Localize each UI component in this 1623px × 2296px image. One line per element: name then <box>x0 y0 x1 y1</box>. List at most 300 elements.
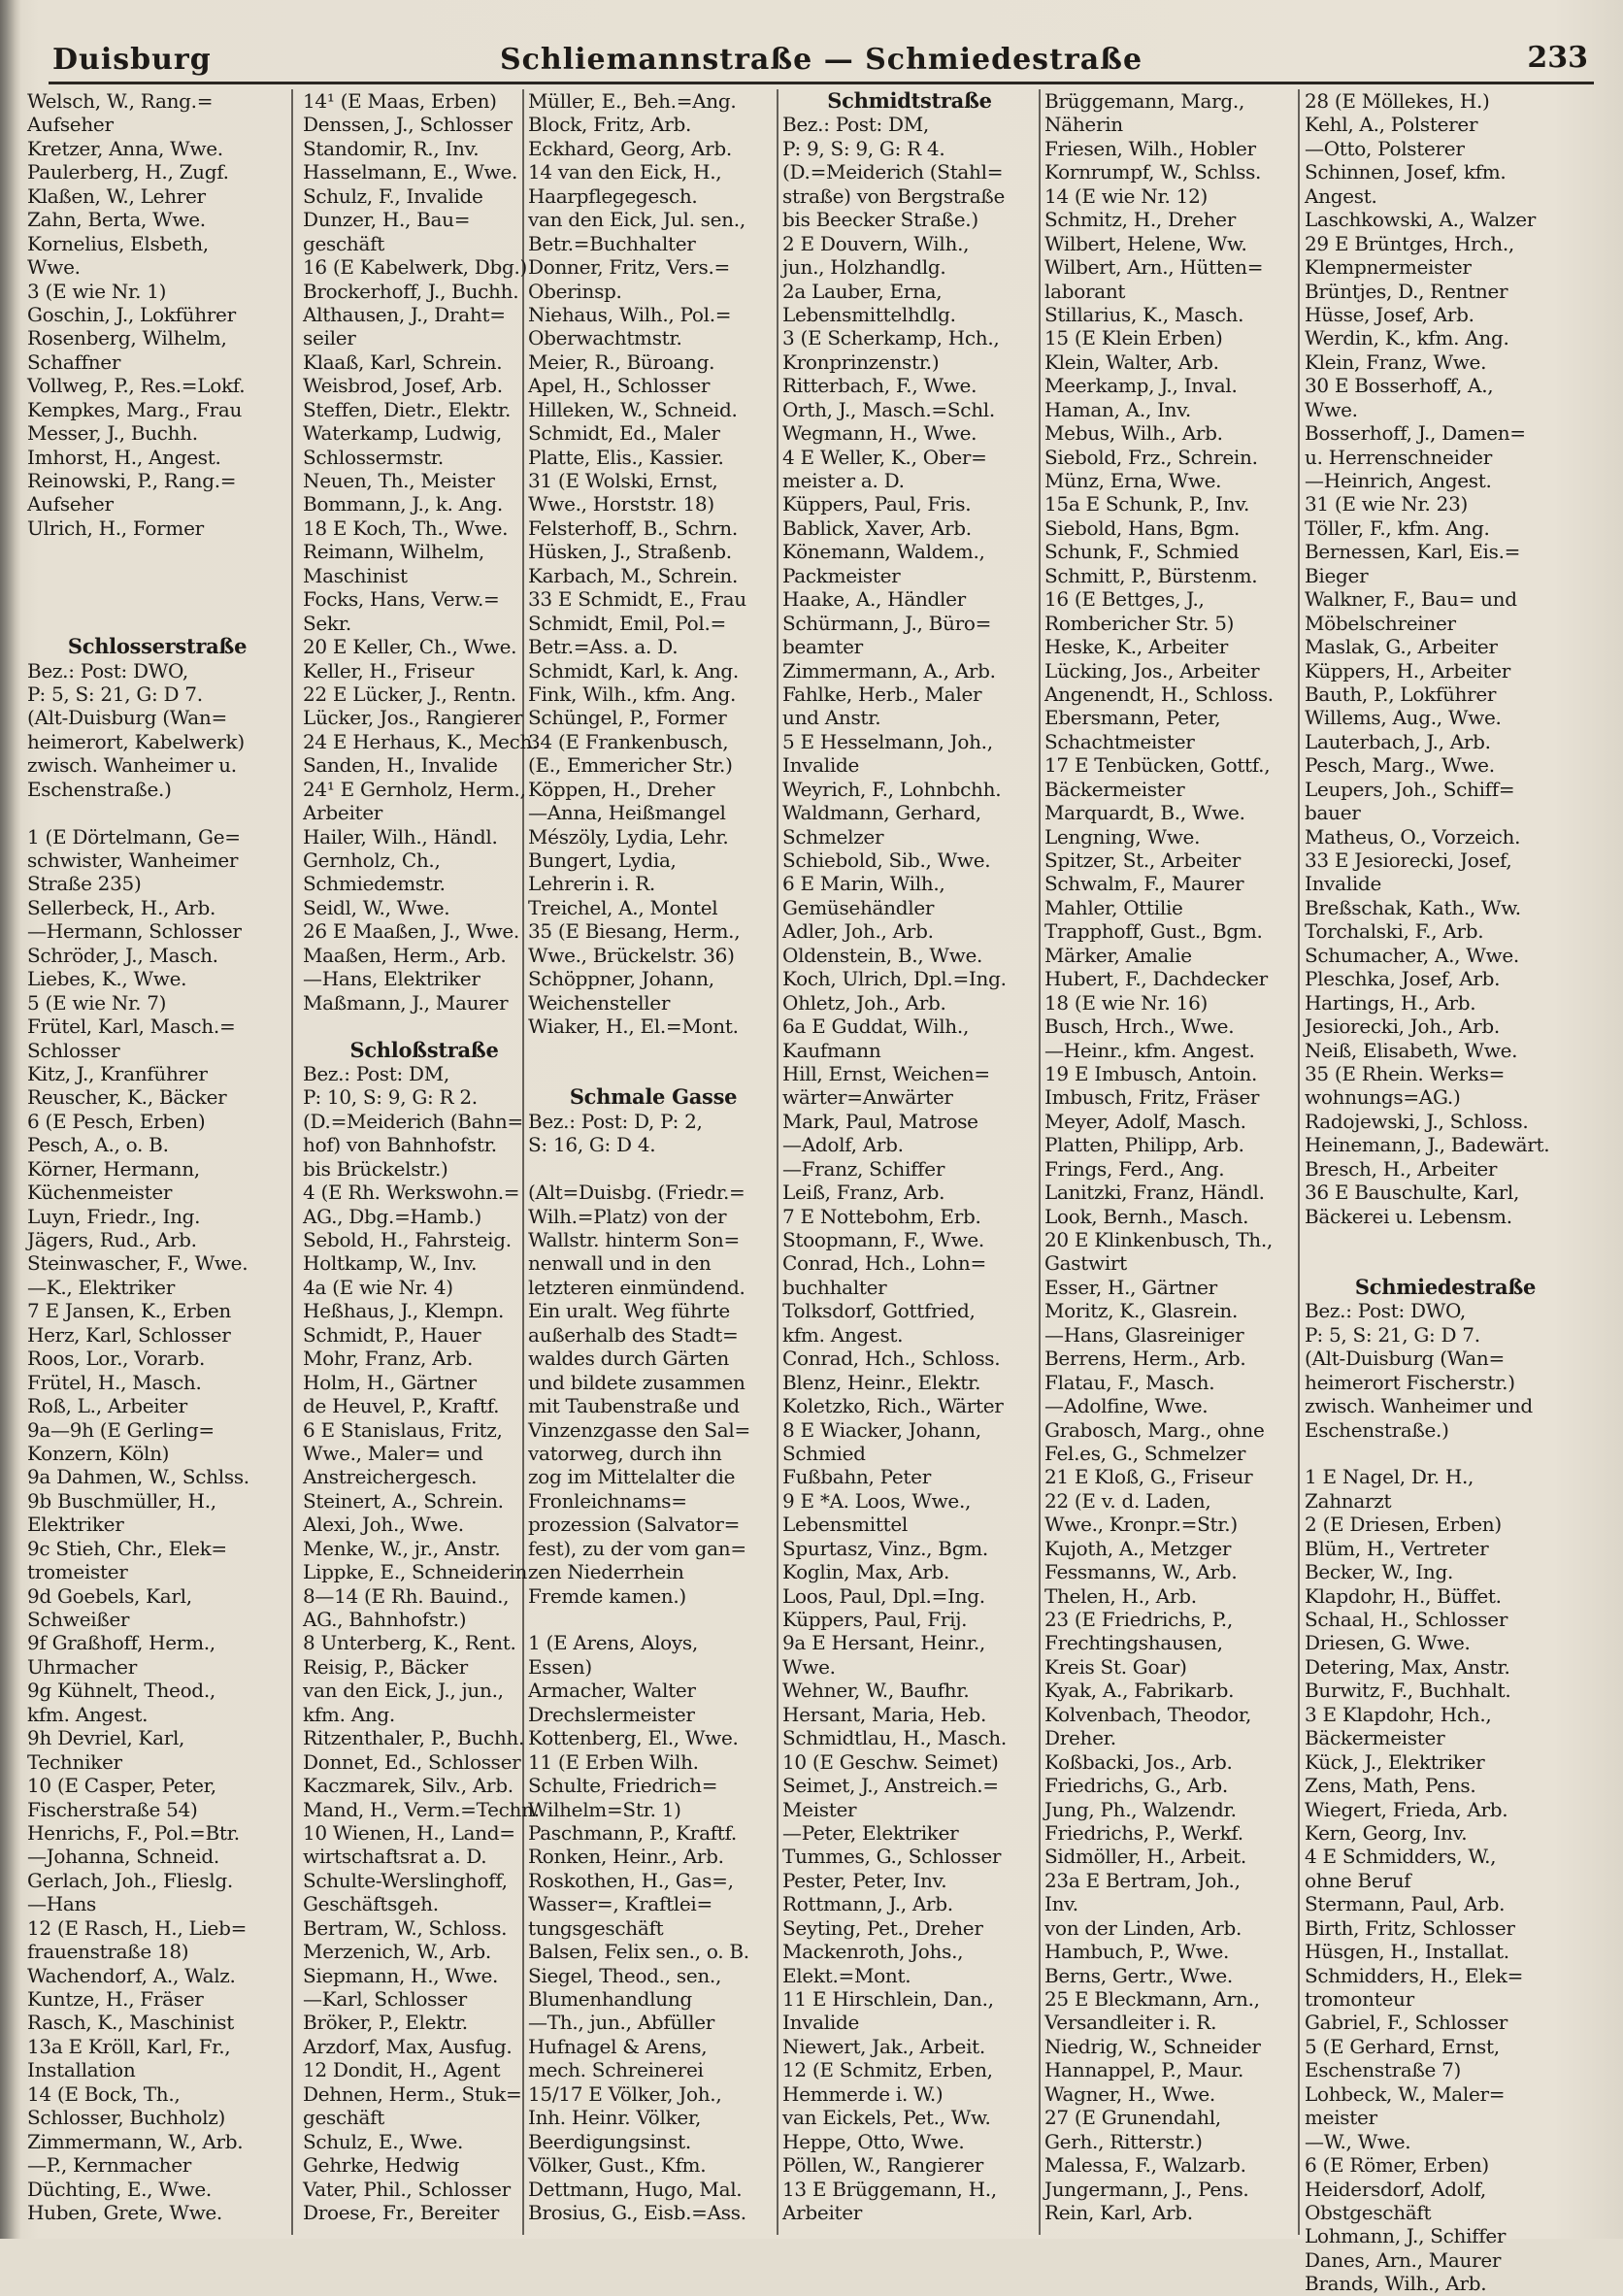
directory-entry-line: 6 (E Römer, Erben) <box>1305 2153 1489 2178</box>
directory-entry-line: Platte, Elis., Kassier. <box>528 445 724 469</box>
directory-entry-line: Heidersdorf, Adolf, <box>1305 2177 1486 2201</box>
directory-entry-line: Gerh., Ritterstr.) <box>1044 2129 1203 2153</box>
directory-entry-line: Look, Bernh., Masch. <box>1044 1204 1249 1228</box>
directory-entry-line: Fußbahn, Peter <box>782 1465 931 1489</box>
directory-entry-line: Rein, Karl, Arb. <box>1044 2200 1193 2224</box>
directory-entry-line: vatorweg, durch ihn <box>528 1441 722 1465</box>
directory-entry-line: 15 (E Klein Erben) <box>1044 326 1223 350</box>
directory-entry-line: Bungert, Lydia, <box>528 849 677 872</box>
directory-entry-line: Pleschka, Josef, Arb. <box>1305 967 1501 991</box>
directory-entry-line: Waterkamp, Ludwig, <box>303 421 502 446</box>
directory-entry-line: Meier, R., Büroang. <box>528 349 715 374</box>
directory-entry-line: Focks, Hans, Verw.= <box>303 587 500 612</box>
directory-entry-line: Schweißer <box>27 1608 130 1631</box>
directory-entry-line: Arbeiter <box>782 2200 863 2224</box>
directory-entry-line: Stoopmann, F., Wwe. <box>782 1228 984 1251</box>
directory-entry-line: 6 E Marin, Wilh., <box>782 872 945 896</box>
directory-entry-line: 9 E *A. Loos, Wwe., <box>782 1488 972 1513</box>
directory-entry-line: Paulerberg, H., Zugf. <box>27 160 229 184</box>
directory-entry-line: Liebes, K., Wwe. <box>27 967 187 991</box>
directory-column-2 <box>303 89 546 2235</box>
directory-entry-line: Bosserhoff, J., Damen= <box>1305 421 1526 446</box>
directory-entry-line: 7 E Jansen, K., Erben <box>27 1299 231 1323</box>
directory-entry-line: Küppers, Paul, Fris. <box>782 492 972 516</box>
directory-entry-line: Pesch, Marg., Wwe. <box>1305 753 1495 778</box>
directory-entry-line: Brands, Wilh., Arb. <box>1305 2272 1487 2296</box>
directory-entry-line: Bertram, W., Schloss. <box>303 1915 508 1940</box>
directory-entry-line: Münz, Erna, Wwe. <box>1044 469 1222 492</box>
directory-entry-line: —Heinr., kfm. Angest. <box>1044 1038 1255 1062</box>
directory-entry-line: Installation <box>27 2058 136 2082</box>
directory-entry-line: 20 E Keller, Ch., Wwe. <box>303 635 517 659</box>
directory-entry-line: 2 E Douvern, Wilh., <box>782 231 970 255</box>
directory-entry-line: 27 (E Grunendahl, <box>1044 2106 1221 2130</box>
directory-entry-line: Hufnagel & Arens, <box>528 2034 708 2058</box>
directory-entry-line: Ronken, Heinr., Arb. <box>528 1845 724 1869</box>
directory-entry-line: —Johanna, Schneid. <box>27 1845 219 1869</box>
directory-entry-line: Hambuch, P., Wwe. <box>1044 1940 1230 1964</box>
directory-entry-line: Bez.: Post: DWO, <box>27 658 188 682</box>
directory-entry-line: 10 (E Geschw. Seimet) <box>782 1749 999 1774</box>
directory-entry-line: Henrichs, F., Pol.=Btr. <box>27 1820 240 1845</box>
directory-entry-line: Block, Fritz, Arb. <box>528 113 692 137</box>
directory-entry-line: Seyting, Pet., Dreher <box>782 1915 983 1940</box>
blank-line <box>528 1062 778 1085</box>
directory-entry-line: Straße 235) <box>27 872 142 896</box>
directory-entry-line: —Karl, Schlosser <box>303 1987 467 2011</box>
directory-entry-line: Malessa, F., Walzarb. <box>1044 2153 1246 2178</box>
directory-entry-line: Armacher, Walter <box>528 1679 696 1703</box>
directory-entry-line: Steffen, Dietr., Elektr. <box>303 397 512 421</box>
directory-entry-line: geschäft <box>303 2106 384 2130</box>
directory-entry-line: Bez.: Post: DWO, <box>1305 1299 1466 1323</box>
directory-entry-line: Schöppner, Johann, <box>528 967 714 991</box>
directory-entry-line: Klein, Walter, Arb. <box>1044 349 1219 374</box>
directory-entry-line: zwisch. Wanheimer und <box>1305 1394 1533 1418</box>
directory-entry-line: Inh. Heinr. Völker, <box>528 2106 702 2130</box>
directory-entry-line: prozession (Salvator= <box>528 1513 741 1537</box>
directory-entry-line: 29 E Brüntges, Hrch., <box>1305 231 1514 255</box>
directory-entry-line: 9a E Hersant, Heinr., <box>782 1631 985 1655</box>
directory-entry-line: 6 (E Pesch, Erben) <box>27 1109 206 1133</box>
directory-entry-line: Klein, Franz, Wwe. <box>1305 349 1487 374</box>
directory-entry-line: letzteren einmündend. <box>528 1275 745 1299</box>
directory-entry-line: tungsgeschäft <box>528 1915 664 1940</box>
directory-entry-line: Rasch, K., Maschinist <box>27 2011 234 2035</box>
directory-entry-line: Könemann, Waldem., <box>782 540 985 564</box>
directory-entry-line: Burwitz, F., Buchhalt. <box>1305 1679 1511 1703</box>
directory-entry-line: Oberwachtmstr. <box>528 326 682 350</box>
directory-entry-line: Näherin <box>1044 113 1123 137</box>
directory-entry-line: Breßschak, Kath., Ww. <box>1305 895 1521 919</box>
directory-column-3 <box>528 89 778 2235</box>
directory-entry-line: Möbelschreiner <box>1305 611 1456 635</box>
directory-entry-line: Gabriel, F., Schlosser <box>1305 2011 1507 2035</box>
directory-entry-line: Herz, Karl, Schlosser <box>27 1322 231 1347</box>
directory-entry-line: Dunzer, H., Bau= <box>303 208 471 232</box>
directory-entry-line: (Alt-Duisburg (Wan= <box>1305 1347 1505 1371</box>
directory-entry-line: Schmitt, P., Bürstenm. <box>1044 563 1258 587</box>
directory-entry-line: 30 E Bosserhoff, A., <box>1305 374 1494 398</box>
directory-entry-line: —Hans, Elektriker <box>303 967 480 991</box>
directory-entry-line: AG., Bahnhofstr.) <box>303 1608 467 1631</box>
directory-entry-line: bis Brückelstr.) <box>303 1156 448 1181</box>
directory-entry-line: Reuscher, K., Bäcker <box>27 1085 227 1110</box>
directory-entry-line: Frings, Ferd., Ang. <box>1044 1156 1225 1181</box>
directory-entry-line: —W., Wwe. <box>1305 2129 1411 2153</box>
directory-entry-line: Blumenhandlung <box>528 1987 692 2011</box>
directory-entry-line: Esser, H., Gärtner <box>1044 1275 1217 1299</box>
directory-entry-line: Leupers, Joh., Schiff= <box>1305 777 1515 801</box>
directory-entry-line: Weichensteller <box>528 990 671 1015</box>
directory-entry-line: Gemüsehändler <box>782 895 935 919</box>
directory-entry-line: Fink, Wilh., kfm. Ang. <box>528 682 737 706</box>
directory-entry-line: Reisig, P., Bäcker <box>303 1654 468 1679</box>
directory-entry-line: Dehnen, Herm., Stuk= <box>303 2081 522 2106</box>
directory-entry-line: 1 E Nagel, Dr. H., <box>1305 1465 1474 1489</box>
directory-entry-line: Schlossermstr. <box>303 445 444 469</box>
directory-entry-line: —Hans, Glasreiniger <box>1044 1322 1244 1347</box>
directory-entry-line: Schinnen, Josef, kfm. <box>1305 160 1507 184</box>
directory-entry-line: 3 (E wie Nr. 1) <box>27 279 167 303</box>
directory-entry-line: Niewert, Jak., Arbeit. <box>782 2034 985 2058</box>
directory-entry-line: Schulte-Werslinghoff, <box>303 1868 508 1892</box>
directory-entry-line: 33 E Schmidt, E., Frau <box>528 587 746 612</box>
directory-entry-line: 9f Graßhoff, Herm., <box>27 1631 215 1655</box>
directory-entry-line: Schulz, F., Invalide <box>303 183 483 208</box>
directory-entry-line: Treichel, A., Montel <box>528 895 718 919</box>
directory-entry-line: Klapdohr, H., Büffet. <box>1305 1583 1502 1608</box>
directory-entry-line: Jung, Ph., Walzendr. <box>1044 1797 1237 1821</box>
directory-entry-line: Bieger <box>1305 563 1369 587</box>
directory-entry-line: Conrad, Hch., Schloss. <box>782 1347 1001 1371</box>
directory-entry-line: de Heuvel, P., Kraftf. <box>303 1394 500 1418</box>
directory-entry-line: 9d Goebels, Karl, <box>27 1583 192 1608</box>
directory-entry-line: Spurtasz, Vinz., Bgm. <box>782 1536 988 1560</box>
blank-line <box>27 612 287 635</box>
directory-entry-line: Goschin, J., Lokführer <box>27 302 236 326</box>
directory-entry-line: Frütel, H., Masch. <box>27 1370 202 1394</box>
directory-entry-line: Kornrumpf, W., Schlss. <box>1044 160 1262 184</box>
directory-entry-line: Fischerstraße 54) <box>27 1797 198 1821</box>
directory-entry-line: Reimann, Wilhelm, <box>303 540 484 564</box>
directory-entry-line: 16 (E Bettges, J., <box>1044 587 1205 612</box>
directory-entry-line: Wehner, W., Baufhr. <box>782 1679 970 1703</box>
directory-entry-line: Fessmanns, W., Arb. <box>1044 1560 1238 1584</box>
directory-entry-line: Schiebold, Sib., Wwe. <box>782 849 991 872</box>
directory-entry-line: Eschenstraße.) <box>1305 1417 1449 1442</box>
directory-entry-line: Brüggemann, Marg., <box>1044 89 1245 113</box>
directory-entry-line: 5 (E Gerhard, Ernst, <box>1305 2034 1500 2058</box>
directory-entry-line: Elektriker <box>27 1513 124 1537</box>
directory-entry-line: Schmidders, H., Elek= <box>1305 1963 1524 1987</box>
directory-entry-line: Welsch, W., Rang.= <box>27 89 214 113</box>
directory-entry-line: Maslak, G., Arbeiter <box>1305 635 1498 659</box>
directory-entry-line: Bäckerei u. Lebensm. <box>1305 1204 1512 1228</box>
directory-entry-line: Rottmann, J., Arb. <box>782 1892 953 1916</box>
directory-entry-line: 20 E Klinkenbusch, Th., <box>1044 1228 1273 1251</box>
directory-entry-line: 14 van den Eick, H., <box>528 160 722 184</box>
directory-entry-line: Rombericher Str. 5) <box>1044 611 1235 635</box>
directory-entry-line: Steinwascher, F., Wwe. <box>27 1251 248 1276</box>
directory-entry-line: AG., Dbg.=Hamb.) <box>303 1204 482 1228</box>
directory-entry-line: 21 E Kloß, G., Friseur <box>1044 1465 1253 1489</box>
directory-entry-line: mech. Schreinerei <box>528 2058 704 2082</box>
blank-line <box>303 1015 546 1038</box>
directory-entry-line: Kück, J., Elektriker <box>1305 1749 1485 1774</box>
directory-entry-line: Düchting, E., Wwe. <box>27 2177 212 2201</box>
directory-entry-line: Meister <box>782 1797 857 1821</box>
directory-entry-line: Packmeister <box>782 563 901 587</box>
directory-entry-line: Wagner, H., Wwe. <box>1044 2081 1215 2106</box>
directory-entry-line: —Hermann, Schlosser <box>27 919 242 944</box>
directory-entry-line: Conrad, Hch., Lohn= <box>782 1251 986 1276</box>
directory-entry-line: Busch, Hrch., Wwe. <box>1044 1015 1235 1039</box>
directory-entry-line: Zahnarzt <box>1305 1488 1392 1513</box>
directory-entry-line: meister <box>1305 2106 1377 2130</box>
directory-entry-line: Wilh.=Platz) von der <box>528 1204 727 1228</box>
directory-entry-line: Laschkowski, A., Walzer <box>1305 208 1537 232</box>
directory-entry-line: 11 E Hirschlein, Dan., <box>782 1987 994 2011</box>
directory-entry-line: Roos, Lor., Vorarb. <box>27 1347 206 1371</box>
directory-entry-line: Bablick, Xaver, Arb. <box>782 516 972 540</box>
directory-entry-line: 26 E Maaßen, J., Wwe. <box>303 919 519 944</box>
street-heading: Schmiedestraße <box>1354 1274 1537 1299</box>
directory-entry-line: Spitzer, St., Arbeiter <box>1044 849 1242 872</box>
directory-entry-line: (D.=Meiderich (Bahn= <box>303 1109 523 1133</box>
directory-entry-line: 9a—9h (E Gerling= <box>27 1417 215 1442</box>
directory-entry-line: Wwe. <box>782 1654 836 1679</box>
directory-entry-line: Schulz, E., Wwe. <box>303 2129 464 2153</box>
directory-entry-line: Dettmann, Hugo, Mal. <box>528 2177 743 2201</box>
directory-entry-line: van den Eick, J., jun., <box>303 1679 504 1703</box>
directory-entry-line: Torchalski, F., Arb. <box>1305 919 1484 944</box>
directory-entry-line: Haman, A., Inv. <box>1044 397 1191 421</box>
directory-entry-line: bauer <box>1305 801 1361 825</box>
directory-entry-line: Ebersmann, Peter, <box>1044 706 1221 730</box>
directory-entry-line: Balsen, Felix sen., o. B. <box>528 1940 749 1964</box>
street-heading: Schloßstraße <box>349 1037 499 1062</box>
directory-entry-line: 28 (E Möllekes, H.) <box>1305 89 1490 113</box>
directory-entry-line: Bröker, P., Elektr. <box>303 2011 468 2035</box>
directory-entry-line: Gastwirt <box>1044 1251 1127 1276</box>
directory-entry-line: Fremde kamen.) <box>528 1583 686 1608</box>
directory-entry-line: Sekr. <box>303 611 351 635</box>
directory-entry-line: Anstreichergesch. <box>303 1465 478 1489</box>
directory-entry-line: Merzenich, W., Arb. <box>303 1940 491 1964</box>
directory-entry-line: Fahlke, Herb., Maler <box>782 682 982 706</box>
directory-entry-line: 8 Unterberg, K., Rent. <box>303 1631 516 1655</box>
directory-entry-line: Vinzenzgasse den Sal= <box>528 1417 750 1442</box>
directory-entry-line: Gehrke, Hedwig <box>303 2153 460 2178</box>
directory-entry-line: 31 (E wie Nr. 23) <box>1305 492 1469 516</box>
directory-entry-line: 10 Wienen, H., Land= <box>303 1820 515 1845</box>
directory-entry-line: außerhalb des Stadt= <box>528 1322 739 1347</box>
directory-entry-line: Pesch, A., o. B. <box>27 1133 169 1157</box>
directory-entry-line: Hubert, F., Dachdecker <box>1044 967 1268 991</box>
directory-entry-line: Sanden, H., Invalide <box>303 753 498 778</box>
directory-entry-line: Karbach, M., Schrein. <box>528 563 739 587</box>
directory-entry-line: Haarpflegegesch. <box>528 183 698 208</box>
directory-entry-line: 33 E Jesiorecki, Josef, <box>1305 849 1512 872</box>
directory-entry-line: Kern, Georg, Inv. <box>1305 1820 1468 1845</box>
directory-entry-line: Waldmann, Gerhard, <box>782 801 981 825</box>
directory-entry-line: Schmitz, H., Dreher <box>1044 208 1236 232</box>
directory-entry-line: Weyrich, F., Lohnbchh. <box>782 777 1002 801</box>
directory-entry-line: Roskothen, H., Gas=, <box>528 1868 734 1892</box>
directory-entry-line: Meerkamp, J., Inval. <box>1044 374 1238 398</box>
directory-entry-line: Dreher. <box>1044 1726 1116 1750</box>
directory-entry-line: Werdin, K., kfm. Ang. <box>1305 326 1509 350</box>
directory-entry-line: Frütel, Karl, Masch.= <box>27 1015 236 1039</box>
directory-entry-line: frauenstraße 18) <box>27 1940 189 1964</box>
directory-entry-line: Friedrichs, G., Arb. <box>1044 1774 1228 1798</box>
directory-entry-line: Holtkamp, W., Inv. <box>303 1251 478 1276</box>
directory-entry-line: 8 E Wiacker, Johann, <box>782 1417 981 1442</box>
directory-entry-line: Maßmann, J., Maurer <box>303 990 509 1015</box>
directory-entry-line: Invalide <box>782 2011 860 2035</box>
directory-entry-line: Koch, Ulrich, Dpl.=Ing. <box>782 967 1007 991</box>
directory-entry-line: 4 E Schmidders, W., <box>1305 1845 1497 1869</box>
directory-entry-line: Denssen, J., Schlosser <box>303 113 513 137</box>
directory-entry-line: P: 5, S: 21, G: D 7. <box>27 682 203 706</box>
directory-entry-line: 5 (E wie Nr. 7) <box>27 990 167 1015</box>
directory-entry-line: Inv. <box>1044 1892 1078 1916</box>
directory-entry-line: waldes durch Gärten <box>528 1347 729 1371</box>
directory-entry-line: Kujoth, A., Metzger <box>1044 1536 1232 1560</box>
directory-entry-line: Jungermann, J., Pens. <box>1044 2177 1249 2201</box>
directory-entry-line: Invalide <box>1305 872 1382 896</box>
directory-entry-line: Blenz, Heinr., Elektr. <box>782 1370 981 1394</box>
directory-entry-line: Klempnermeister <box>1305 255 1472 280</box>
directory-entry-line: Bernessen, Karl, Eis.= <box>1305 540 1521 564</box>
directory-entry-line: Elekt.=Mont. <box>782 1963 911 1987</box>
directory-entry-line: Wiegert, Frieda, Arb. <box>1305 1797 1508 1821</box>
directory-entry-line: Heske, K., Arbeiter <box>1044 635 1228 659</box>
directory-entry-line: P: 5, S: 21, G: D 7. <box>1305 1322 1480 1347</box>
directory-entry-line: Schachtmeister <box>1044 729 1195 753</box>
directory-entry-line: Menke, W., jr., Anstr. <box>303 1536 501 1560</box>
directory-entry-line: Schmelzer <box>782 824 884 849</box>
directory-entry-line: Schmidt, Ed., Maler <box>528 421 720 446</box>
directory-entry-line: Bez.: Post: DM, <box>782 113 929 137</box>
directory-entry-line: Schlosser <box>27 1038 120 1062</box>
header-street-range: Schliemannstraße — Schmiedestraße <box>499 43 1143 77</box>
directory-entry-line: Lücking, Jos., Arbeiter <box>1044 658 1260 682</box>
directory-entry-line: Schaal, H., Schlosser <box>1305 1608 1508 1631</box>
directory-entry-line: Bäckermeister <box>1305 1726 1445 1750</box>
directory-entry-line: kfm. Ang. <box>303 1702 395 1726</box>
directory-entry-line: Zahn, Berta, Wwe. <box>27 208 206 232</box>
directory-entry-line: Lanitzki, Franz, Händl. <box>1044 1181 1265 1205</box>
directory-entry-line: Lücker, Jos., Rangierer <box>303 706 523 730</box>
directory-entry-line: Arzdorf, Max, Ausfug. <box>303 2034 513 2058</box>
directory-entry-line: tromeister <box>27 1560 128 1584</box>
directory-entry-line: Ulrich, H., Former <box>27 516 204 540</box>
directory-entry-line: Seimet, J., Anstreich.= <box>782 1774 999 1798</box>
directory-entry-line: Lebensmittel <box>782 1513 908 1537</box>
directory-entry-line: Klaaß, Karl, Schrein. <box>303 349 503 374</box>
directory-entry-line: Fel.es, G., Schmelzer <box>1044 1441 1246 1465</box>
directory-entry-line: Maschinist <box>303 563 408 587</box>
directory-entry-line: Hill, Ernst, Weichen= <box>782 1061 990 1085</box>
directory-entry-line: Wwe., Kronpr.=Str.) <box>1044 1513 1238 1537</box>
blank-line <box>528 1608 778 1631</box>
directory-entry-line: Trapphoff, Gust., Bgm. <box>1044 919 1263 944</box>
directory-entry-line: Kaufmann <box>782 1038 881 1062</box>
directory-entry-line: 22 E Lücker, J., Rentn. <box>303 682 516 706</box>
directory-entry-line: Sidmöller, H., Arbeit. <box>1044 1845 1246 1869</box>
directory-entry-line: Koglin, Max, Arb. <box>782 1560 950 1584</box>
header-city: Duisburg <box>52 43 212 77</box>
directory-entry-line: Invalide <box>782 753 860 778</box>
directory-entry-line: 36 E Bauschulte, Karl, <box>1305 1181 1520 1205</box>
directory-entry-line: Tolksdorf, Gottfried, <box>782 1299 976 1323</box>
directory-entry-line: Jägers, Rud., Arb. <box>27 1228 197 1251</box>
directory-entry-line: 9g Kühnelt, Theod., <box>27 1679 215 1703</box>
directory-entry-line: Siegel, Theod., sen., <box>528 1963 722 1987</box>
directory-entry-line: Kottenberg, El., Wwe. <box>528 1726 739 1750</box>
directory-entry-line: Ritterbach, F., Wwe. <box>782 374 977 398</box>
directory-entry-line: Köppen, H., Dreher <box>528 777 715 801</box>
directory-entry-line: straße) von Bergstraße <box>782 183 1005 208</box>
directory-entry-line: 35 (E Biesang, Herm., <box>528 919 741 944</box>
directory-entry-line: (Alt=Duisbg. (Friedr.= <box>528 1181 745 1205</box>
directory-entry-line: Hasselmann, E., Wwe. <box>303 160 518 184</box>
directory-entry-line: und bildete zusammen <box>528 1370 745 1394</box>
directory-entry-line: Steinert, A., Schrein. <box>303 1488 504 1513</box>
directory-entry-line: Siepmann, H., Wwe. <box>303 1963 499 1987</box>
directory-entry-line: 12 (E Schmitz, Erben, <box>782 2058 993 2082</box>
directory-entry-line: Obstgeschäft <box>1305 2200 1432 2224</box>
directory-entry-line: fest), zu der vom gan= <box>528 1536 746 1560</box>
directory-entry-line: Lohbeck, W., Maler= <box>1305 2081 1506 2106</box>
blank-line <box>1305 1228 1586 1251</box>
directory-entry-line: 31 (E Wolski, Ernst, <box>528 469 718 492</box>
directory-column-1 <box>27 89 287 2235</box>
directory-entry-line: wohnungs=AG.) <box>1305 1085 1461 1110</box>
directory-entry-line: mit Taubenstraße und <box>528 1394 740 1418</box>
directory-entry-line: 4 (E Rh. Werkswohn.= <box>303 1181 520 1205</box>
directory-entry-line: hof) von Bahnhofstr. <box>303 1133 497 1157</box>
directory-entry-line: 14¹ (E Maas, Erben) <box>303 89 497 113</box>
directory-entry-line: Brosius, G., Eisb.=Ass. <box>528 2200 746 2224</box>
directory-entry-line: 10 (E Casper, Peter, <box>27 1774 216 1798</box>
directory-entry-line: Bauth, P., Lokführer <box>1305 682 1497 706</box>
directory-entry-line: 9c Stieh, Chr., Elek= <box>27 1536 227 1560</box>
directory-entry-line: (E., Emmericher Str.) <box>528 753 733 778</box>
directory-entry-line: —Otto, Polsterer <box>1305 136 1465 160</box>
directory-entry-line: Wilhelm=Str. 1) <box>528 1797 681 1821</box>
directory-entry-line: Berrens, Herm., Arb. <box>1044 1347 1246 1371</box>
directory-entry-line: 18 E Koch, Th., Wwe. <box>303 516 509 540</box>
directory-entry-line: 19 E Imbusch, Antoin. <box>1044 1061 1258 1085</box>
directory-entry-line: Imhorst, H., Angest. <box>27 445 221 469</box>
directory-entry-line: Tummes, G., Schlosser <box>782 1845 1002 1869</box>
directory-entry-line: Völker, Gust., Kfm. <box>528 2153 707 2178</box>
directory-entry-line: Schwalm, F., Maurer <box>1044 872 1244 896</box>
directory-entry-line: Klaßen, W., Lehrer <box>27 183 206 208</box>
directory-entry-line: Friedrichs, P., Werkf. <box>1044 1820 1243 1845</box>
directory-entry-line: heimerort, Kabelwerk) <box>27 729 245 753</box>
directory-entry-line: 13a E Kröll, Karl, Fr., <box>27 2034 231 2058</box>
directory-entry-line: zog im Mittelalter die <box>528 1465 736 1489</box>
directory-entry-line: Kolvenbach, Theodor, <box>1044 1702 1252 1726</box>
directory-entry-line: 22 (E v. d. Laden, <box>1044 1488 1211 1513</box>
directory-entry-line: Schmidtlau, H., Masch. <box>782 1726 1007 1750</box>
directory-entry-line: Brüntjes, D., Rentner <box>1305 279 1508 303</box>
directory-entry-line: S: 16, G: D 4. <box>528 1133 656 1157</box>
